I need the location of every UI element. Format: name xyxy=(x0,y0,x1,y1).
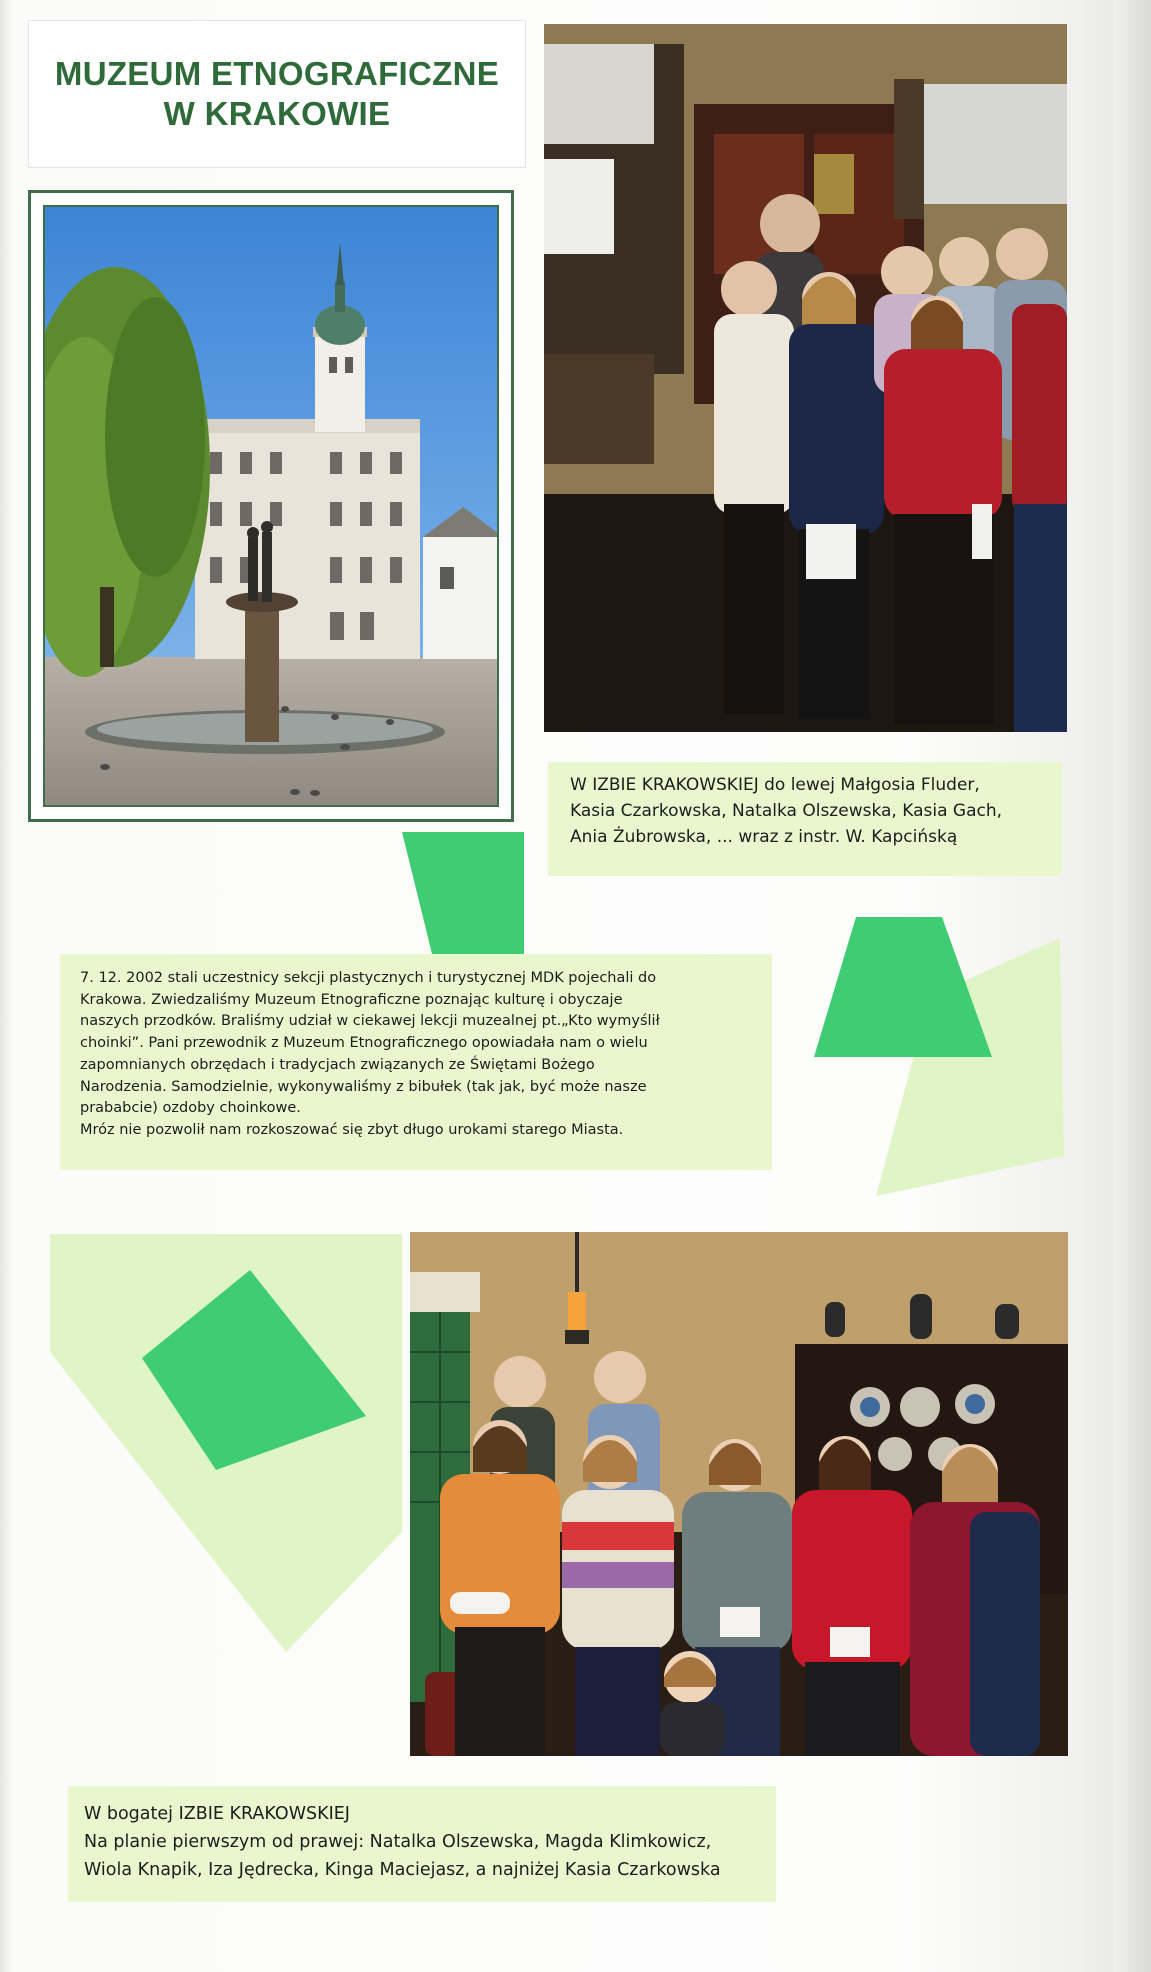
story-line-4: choinki”. Pani przewodnik z Muzeum Etnograficznego opowiadała nam o wielu xyxy=(80,1035,648,1052)
caption-izba-group-line-1: W IZBIE KRAKOWSKIEJ do lewej Małgosia Fluder, xyxy=(570,775,980,795)
caption-izba-children-line-3: Wiola Knapik, Iza Jędrecka, Kinga Maciejasz, a najniżej Kasia Czarkowska xyxy=(84,1860,721,1880)
green-diamond-shape xyxy=(140,1268,368,1472)
izba-children-photo xyxy=(410,1232,1068,1756)
caption-izba-group xyxy=(548,762,1062,876)
story-text-box xyxy=(60,954,772,1170)
title-line-1: MUZEUM ETNOGRAFICZNE xyxy=(54,55,500,92)
museum-building-image xyxy=(45,207,499,807)
story-line-2: Krakowa. Zwiedzaliśmy Muzeum Etnograficzne poznając kulturę i obyczaje xyxy=(80,991,623,1008)
caption-izba-children-line-1: W bogatej IZBIE KRAKOWSKIEJ xyxy=(84,1804,350,1824)
story-line-3: naszych przodków. Braliśmy udział w ciekawej lekcji muzealnej pt.„Kto wymyślił xyxy=(80,1013,660,1030)
story-line-7: prababcie) ozdoby choinkowe. xyxy=(80,1100,301,1117)
izba-children-image xyxy=(410,1232,1068,1756)
page-edge-shadow xyxy=(1113,0,1151,1972)
title-line-2: W KRAKOWIE xyxy=(163,95,391,132)
izba-group-photo xyxy=(544,24,1067,732)
caption-izba-group-line-2: Kasia Czarkowska, Natalka Olszewska, Kasia Gach, xyxy=(570,801,1003,821)
story-line-5: zapomnianych obrzędach i tradycjach związanych ze Świętami Bożego xyxy=(80,1056,595,1073)
story-line-8: Mróz nie pozwolił nam rozkoszować się zbyt długo urokami starego Miasta. xyxy=(80,1121,624,1138)
story-line-6: Narodzenia. Samodzielnie, wykonywaliśmy z bibułek (tak jak, być może nasze xyxy=(80,1078,647,1095)
caption-izba-children-line-2: Na planie pierwszym od prawej: Natalka Olszewska, Magda Klimkowicz, xyxy=(84,1832,712,1852)
postcard-frame xyxy=(28,190,514,822)
izba-group-image xyxy=(544,24,1067,732)
caption-izba-group-line-3: Ania Żubrowska, ... wraz z instr. W. Kapcińską xyxy=(570,827,958,847)
postcard-photo xyxy=(43,205,499,807)
green-quad-shape xyxy=(400,830,526,972)
green-trapezoid-shape xyxy=(812,915,994,1059)
story-line-1: 7. 12. 2002 stali uczestnicy sekcji plastycznych i turystycznej MDK pojechali do xyxy=(80,970,657,986)
caption-izba-children xyxy=(68,1786,776,1902)
title-box xyxy=(28,20,526,168)
